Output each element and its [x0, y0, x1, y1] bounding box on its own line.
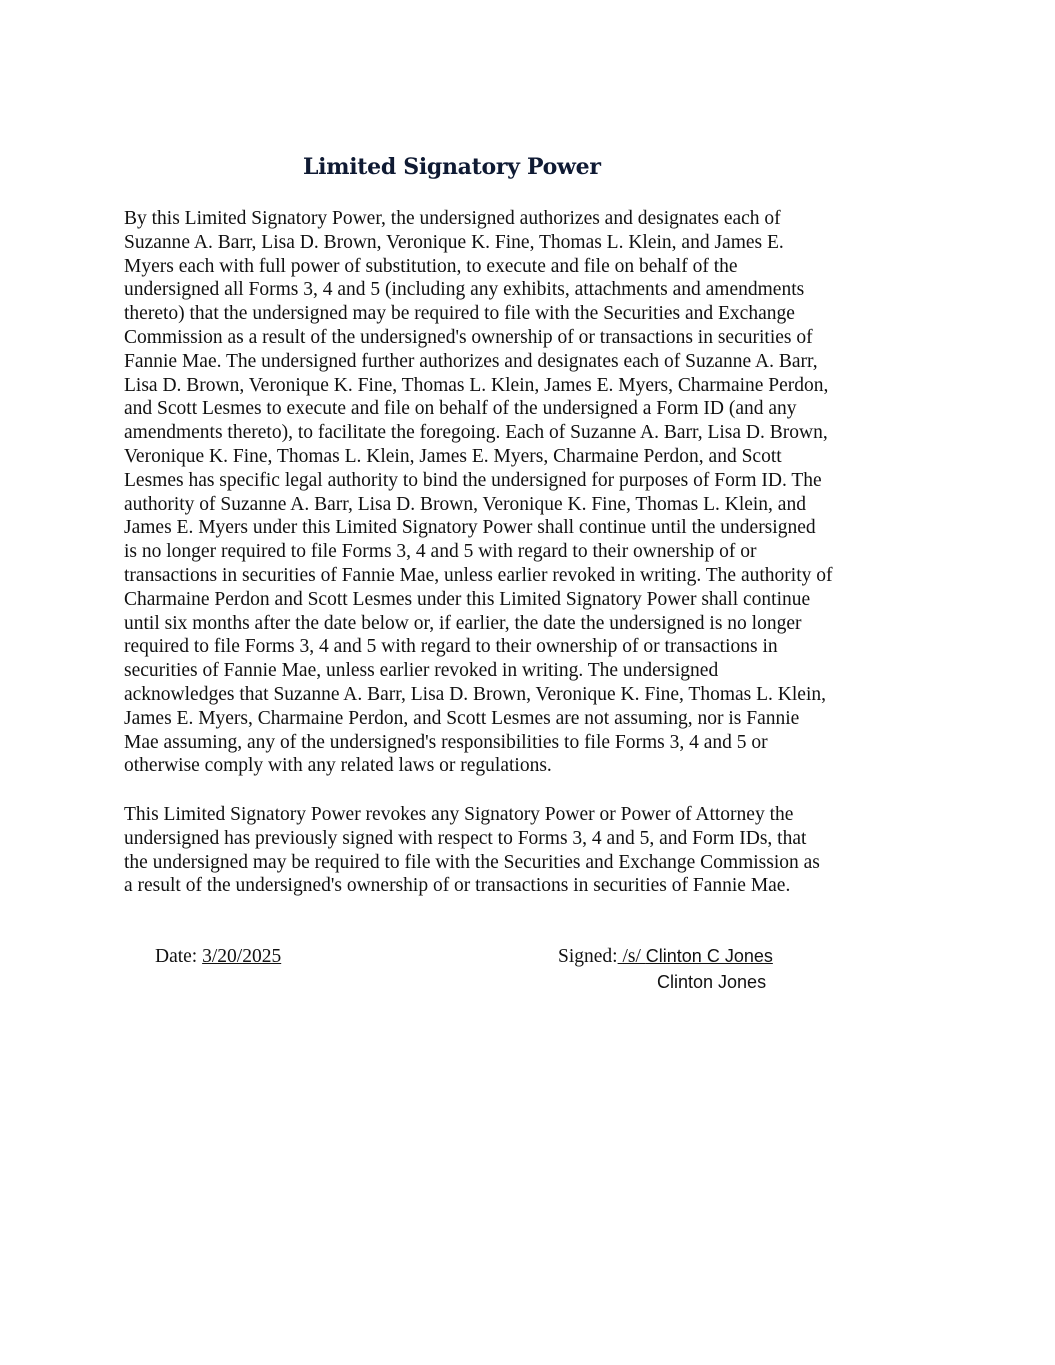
text-line: transactions in securities of Fannie Mae, unless earlier revoked in writing. The authority of	[124, 564, 833, 586]
signed-label: Signed:	[558, 946, 618, 967]
text-line: acknowledges that Suzanne A. Barr, Lisa D. Brown, Veronique K. Fine, Thomas L. Klein,	[124, 683, 826, 705]
text-line: authority of Suzanne A. Barr, Lisa D. Brown, Veronique K. Fine, Thomas L. Klein, and	[124, 493, 806, 515]
revocation-paragraph	[124, 803, 820, 898]
date-value: 3/20/2025	[202, 946, 282, 967]
text-line: James E. Myers under this Limited Signatory Power shall continue until the undersigned	[124, 517, 816, 539]
text-line: Veronique K. Fine, Thomas L. Klein, James E. Myers, Charmaine Perdon, and Scott	[124, 445, 782, 467]
signature-block	[558, 946, 773, 968]
text-line: Mae assuming, any of the undersigned's responsibilities to file Forms 3, 4 and 5 or	[124, 731, 768, 753]
text-line: otherwise comply with any related laws or regulations.	[124, 755, 552, 777]
document-title: Limited Signatory Power	[303, 154, 601, 180]
text-line: securities of Fannie Mae, unless earlier revoked in writing. The undersigned	[124, 660, 719, 682]
text-line: Lesmes has specific legal authority to bind the undersigned for purposes of Form ID. The	[124, 469, 822, 491]
text-line: Suzanne A. Barr, Lisa D. Brown, Veronique K. Fine, Thomas L. Klein, and James E.	[124, 231, 784, 253]
text-line: undersigned has previously signed with respect to Forms 3, 4 and 5, and Form IDs, that	[124, 827, 807, 849]
printed-name: Clinton Jones	[657, 972, 767, 992]
text-line: thereto) that the undersigned may be required to file with the Securities and Exchange	[124, 303, 795, 325]
text-line: Myers each with full power of substitution, to execute and file on behalf of the	[124, 255, 738, 277]
date-label: Date:	[155, 946, 203, 967]
text-line: and Scott Lesmes to execute and file on behalf of the undersigned a Form ID (and any	[124, 398, 797, 420]
text-line: amendments thereto), to facilitate the foregoing. Each of Suzanne A. Barr, Lisa D. Brown,	[124, 422, 828, 444]
authorization-paragraph	[124, 207, 832, 778]
text-line: a result of the undersigned's ownership of or transactions in securities of Fannie Mae.	[124, 875, 791, 897]
text-line: Lisa D. Brown, Veronique K. Fine, Thomas L. Klein, James E. Myers, Charmaine Perdon,	[124, 374, 829, 396]
text-line: is no longer required to file Forms 3, 4 and 5 with regard to their ownership of or	[124, 541, 757, 563]
text-line: until six months after the date below or, if earlier, the date the undersigned is no longer	[124, 612, 802, 634]
text-line: the undersigned may be required to file with the Securities and Exchange Commission as	[124, 851, 820, 873]
signature-name: Clinton C Jones	[645, 946, 773, 966]
text-line: undersigned all Forms 3, 4 and 5 (including any exhibits, attachments and amendments	[124, 279, 805, 301]
text-line: required to file Forms 3, 4 and 5 with regard to their ownership of or transactions in	[124, 636, 778, 658]
date-block	[155, 946, 281, 968]
text-line: By this Limited Signatory Power, the undersigned authorizes and designates each of	[124, 208, 781, 229]
text-line: This Limited Signatory Power revokes any Signatory Power or Power of Attorney the	[124, 804, 794, 825]
text-line: Fannie Mae. The undersigned further authorizes and designates each of Suzanne A. Barr,	[124, 350, 818, 372]
text-line: Charmaine Perdon and Scott Lesmes under this Limited Signatory Power shall continue	[124, 588, 811, 610]
text-line: Commission as a result of the undersigned's ownership of or transactions in securities of	[124, 326, 813, 348]
text-line: James E. Myers, Charmaine Perdon, and Scott Lesmes are not assuming, nor is Fannie	[124, 707, 800, 729]
signature-prefix: /s/	[617, 946, 646, 967]
